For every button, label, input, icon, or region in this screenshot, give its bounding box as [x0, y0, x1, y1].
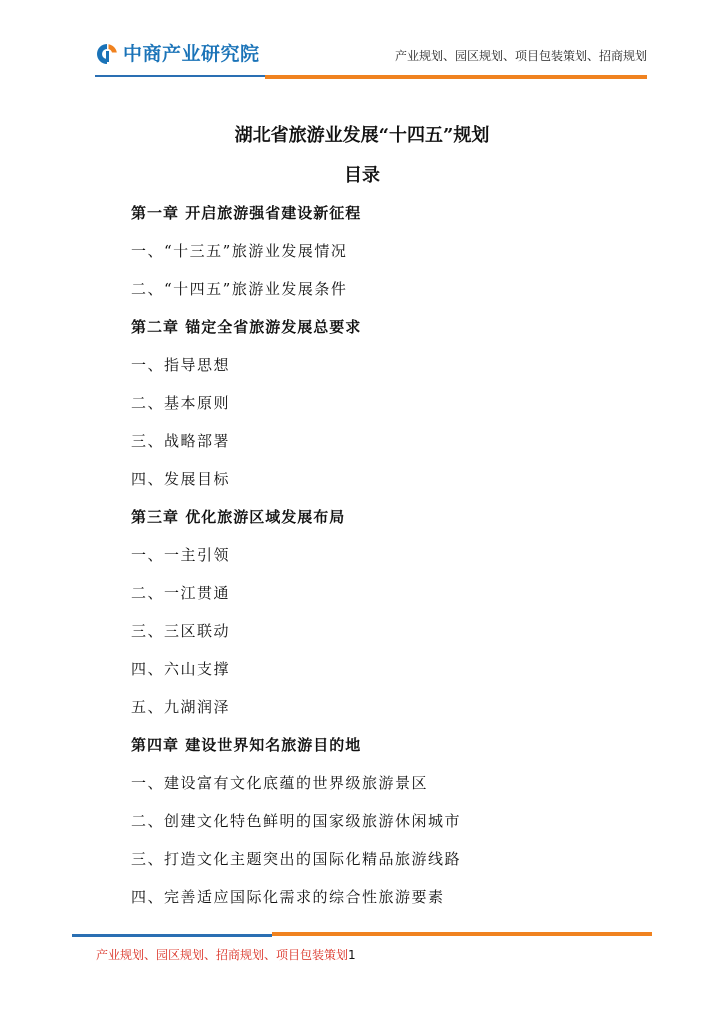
toc-chapter: 第四章 建设世界知名旅游目的地	[131, 736, 362, 754]
toc-section: 一、“十三五”旅游业发展情况	[131, 242, 348, 260]
brand-logo-icon	[95, 42, 119, 66]
toc-section: 四、六山支撑	[131, 660, 231, 678]
page-header	[0, 0, 724, 80]
toc-section: 三、打造文化主题突出的国际化精品旅游线路	[131, 850, 462, 868]
logo	[95, 42, 260, 66]
toc-section: 四、完善适应国际化需求的综合性旅游要素	[131, 888, 445, 906]
toc-section: 二、创建文化特色鲜明的国家级旅游休闲城市	[131, 812, 462, 830]
footer-rule-orange	[272, 932, 652, 936]
toc-section: 三、战略部署	[131, 432, 231, 450]
toc-section: 二、基本原则	[131, 394, 231, 412]
toc-chapter: 第一章 开启旅游强省建设新征程	[131, 204, 362, 222]
document-title: 湖北省旅游业发展“十四五”规划	[234, 125, 490, 146]
toc-section: 三、三区联动	[131, 622, 231, 640]
header-rule-orange	[265, 75, 647, 79]
toc-section: 二、一江贯通	[131, 584, 231, 602]
header-rule-blue	[95, 75, 265, 77]
footer-text: 产业规划、园区规划、招商规划、项目包装策划	[96, 948, 349, 962]
toc-chapter: 第三章 优化旅游区域发展布局	[131, 508, 346, 526]
toc-section: 五、九湖润泽	[131, 698, 231, 716]
toc-section: 一、指导思想	[131, 356, 231, 374]
toc-heading: 目录	[344, 165, 380, 186]
toc-section: 一、一主引领	[131, 546, 231, 564]
toc-section: 一、建设富有文化底蕴的世界级旅游景区	[131, 774, 429, 792]
toc-section: 四、发展目标	[131, 470, 231, 488]
page-number: 1	[348, 948, 356, 962]
footer-rule-blue	[72, 934, 272, 937]
toc-chapter: 第二章 锚定全省旅游发展总要求	[131, 318, 362, 336]
logo-text: 中商产业研究院	[123, 43, 260, 65]
toc-section: 二、“十四五”旅游业发展条件	[131, 280, 348, 298]
page-footer	[96, 947, 356, 963]
header-slogan: 产业规划、园区规划、项目包装策划、招商规划	[394, 49, 647, 63]
